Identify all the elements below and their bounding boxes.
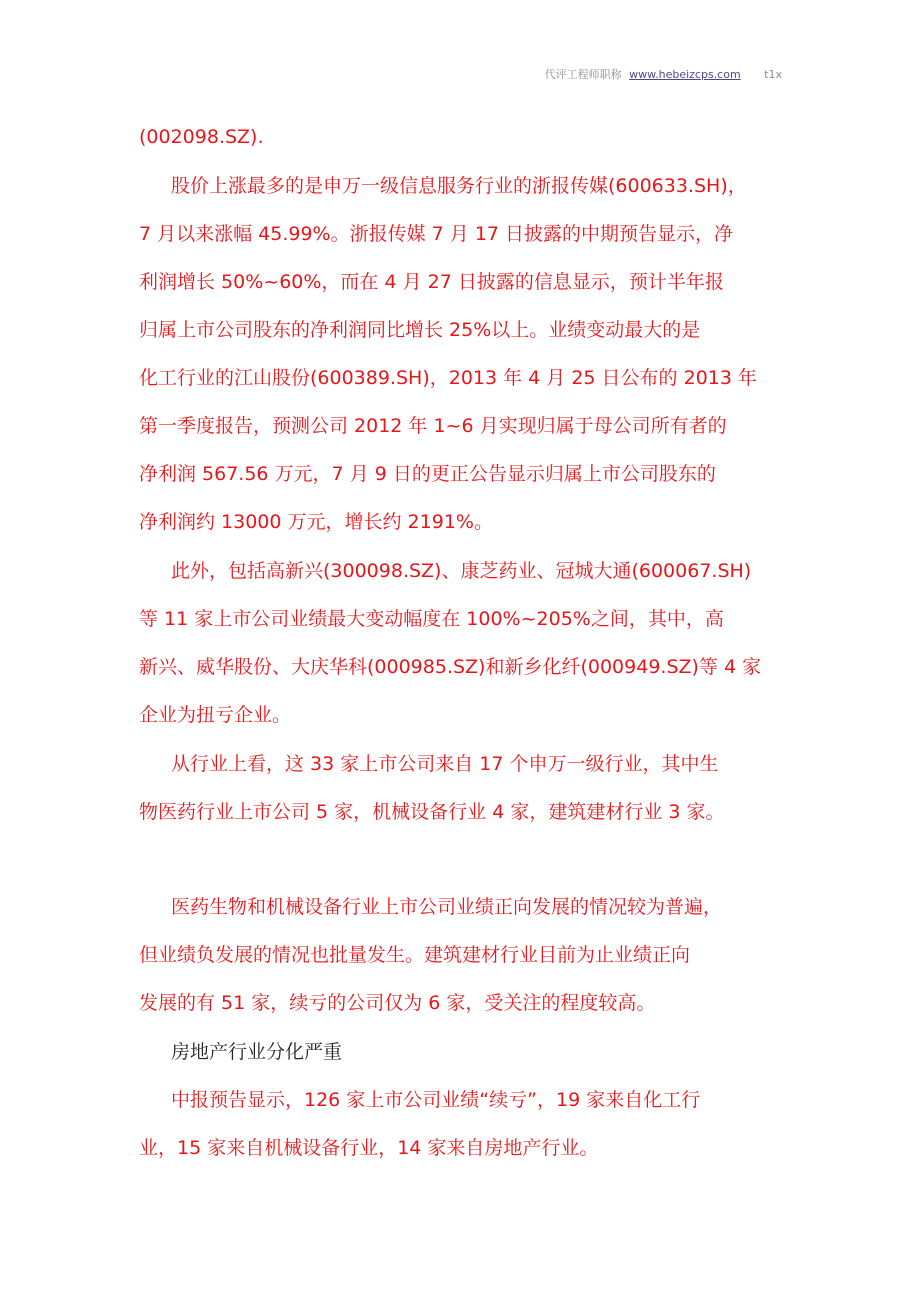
paragraph-line: 第一季度报告，预测公司 2012 年 1~6 月实现归属于母公司所有者的 xyxy=(139,415,727,437)
paragraph-line: 新兴、威华股份、大庆华科(000985.SZ)和新乡化纤(000949.SZ)等 4 家 xyxy=(139,656,762,678)
paragraph-line: 中报预告显示，126 家上市公司业绩“续亏”，19 家来自化工行 xyxy=(171,1089,701,1111)
paragraph-line: 业，15 家来自机械设备行业，14 家来自房地产行业。 xyxy=(139,1137,599,1159)
paragraph-line: 此外，包括高新兴(300098.SZ)、康芝药业、冠城大通(600067.SH) xyxy=(171,560,752,582)
paragraph-line: 净利润 567.56 万元，7 月 9 日的更正公告显示归属上市公司股东的 xyxy=(139,463,716,485)
page-header xyxy=(545,66,782,82)
paragraph-line: 7 月以来涨幅 45.99%。浙报传媒 7 月 17 日披露的中期预告显示，净 xyxy=(139,223,734,245)
header-site-link[interactable]: www.hebeizcps.com xyxy=(629,68,741,81)
paragraph-line: 发展的有 51 家，续亏的公司仅为 6 家，受关注的程度较高。 xyxy=(139,992,656,1014)
paragraph-line: 利润增长 50%~60%，而在 4 月 27 日披露的信息显示，预计半年报 xyxy=(139,271,724,293)
paragraph-line: 净利润约 13000 万元，增长约 2191%。 xyxy=(139,511,493,533)
paragraph-line: 房地产行业分化严重 xyxy=(171,1041,343,1063)
paragraph-line: 股价上涨最多的是申万一级信息服务行业的浙报传媒(600633.SH)， xyxy=(171,175,747,197)
paragraph-line: 等 11 家上市公司业绩最大变动幅度在 100%~205%之间，其中，高 xyxy=(139,608,724,630)
paragraph-line: 物医药行业上市公司 5 家，机械设备行业 4 家，建筑建材行业 3 家。 xyxy=(139,801,725,823)
paragraph-line: 归属上市公司股东的净利润同比增长 25%以上。业绩变动最大的是 xyxy=(139,319,701,341)
paragraph-line: (002098.SZ). xyxy=(139,126,264,148)
paragraph-line: 化工行业的江山股份(600389.SH)，2013 年 4 月 25 日公布的 2013 年 xyxy=(139,367,757,389)
header-code: t1x xyxy=(764,68,782,81)
paragraph-line: 但业绩负发展的情况也批量发生。建筑建材行业目前为止业绩正向 xyxy=(139,944,691,966)
header-title: 代评工程师职称 xyxy=(544,68,622,81)
paragraph-line: 医药生物和机械设备行业上市公司业绩正向发展的情况较为普遍， xyxy=(171,896,723,918)
paragraph-line: 从行业上看，这 33 家上市公司来自 17 个申万一级行业，其中生 xyxy=(171,753,719,775)
paragraph-line: 企业为扭亏企业。 xyxy=(139,704,292,726)
